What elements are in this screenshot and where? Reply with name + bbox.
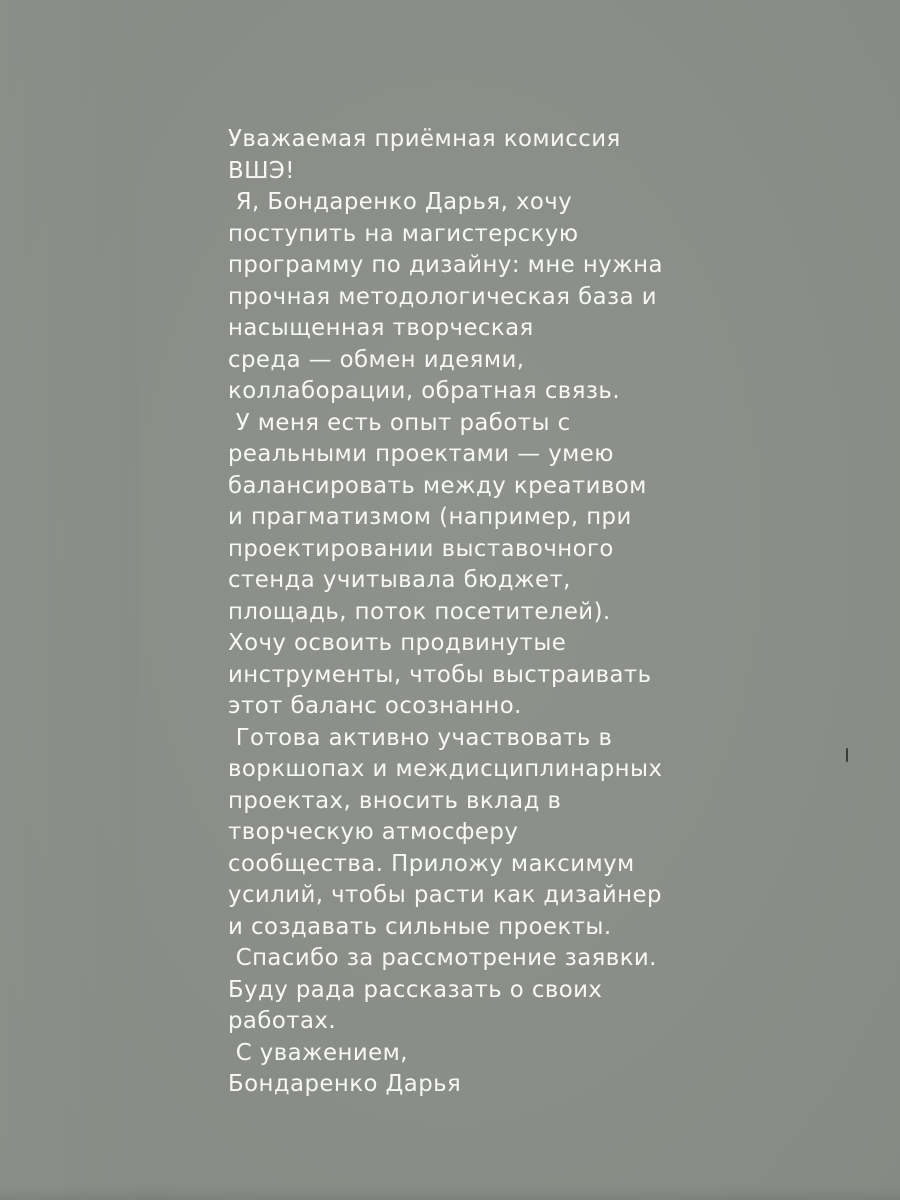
letter-line: стенда учитывала бюджет,: [228, 567, 571, 593]
letter-line: усилий, чтобы расти как дизайнер: [228, 882, 662, 908]
letter-line: прочная методологическая база и: [228, 283, 657, 310]
dust-speck: [846, 748, 848, 762]
letter-line: реальными проектами — умею: [228, 441, 614, 467]
letter-line: проектах, вносить вклад в: [228, 787, 562, 814]
letter-line: Я, Бондаренко Дарья, хочу: [228, 189, 573, 215]
letter-line: среда — обмен идеями,: [228, 346, 525, 373]
letter-line: С уважением,: [228, 1039, 408, 1066]
letter-line: этот баланс осознанно.: [228, 693, 522, 719]
letter-line: Уважаемая приёмная комиссия: [228, 126, 621, 152]
letter-line: инструменты, чтобы выстраивать: [228, 661, 652, 688]
letter-line: поступить на магистерскую: [228, 220, 579, 247]
letter-line: творческую атмосферу: [228, 819, 519, 845]
letter-line: программу по дизайну: мне нужна: [228, 252, 663, 278]
letter-line: У меня есть опыт работы с: [228, 409, 571, 436]
letter-line: Бондаренко Дарья: [228, 1071, 462, 1097]
letter-line: Спасибо за рассмотрение заявки.: [228, 945, 657, 971]
motivation-letter: [228, 124, 708, 1101]
letter-line: сообщества. Приложу максимум: [228, 850, 635, 877]
bottom-shadow: [0, 1186, 900, 1200]
letter-line: и создавать сильные проекты.: [228, 913, 612, 940]
paper-edge-shading: [0, 0, 140, 1200]
letter-line: насыщенная творческая: [228, 315, 534, 341]
letter-line: коллаборации, обратная связь.: [228, 378, 621, 404]
letter-line: балансировать между креативом: [228, 472, 647, 499]
letter-line: Буду рада рассказать о своих: [228, 976, 603, 1003]
letter-line: ВШЭ!: [228, 157, 295, 184]
letter-line: площадь, поток посетителей).: [228, 598, 611, 625]
letter-line: воркшопах и междисциплинарных: [228, 756, 663, 782]
letter-line: Хочу освоить продвинутые: [228, 630, 567, 656]
letter-line: Готова активно участвовать в: [228, 724, 613, 751]
letter-line: и прагматизмом (например, при: [228, 504, 632, 530]
letter-line: проектировании выставочного: [228, 535, 614, 562]
letter-line: работах.: [228, 1008, 337, 1034]
